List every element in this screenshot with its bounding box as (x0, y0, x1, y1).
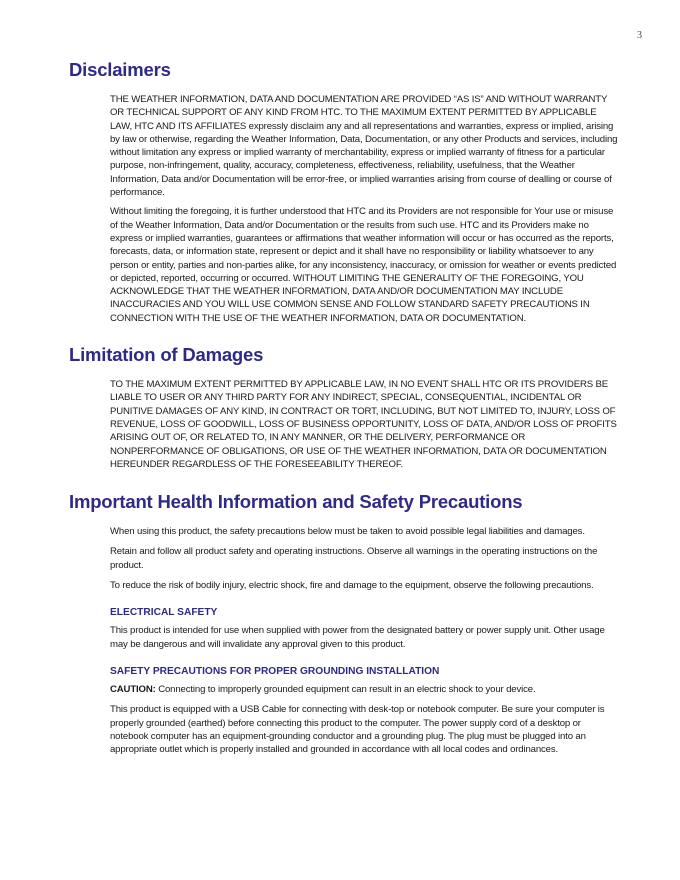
electrical-safety-heading: ELECTRICAL SAFETY (110, 607, 218, 619)
caution-label: CAUTION: (110, 683, 156, 695)
disclaimers-paragraph-1: THE WEATHER INFORMATION, DATA AND DOCUMENTATION ARE PROVIDED “AS IS” AND WITHOUT WARRANTY OR TECHNICAL SUPPORT OF ANY KIND FROM HTC. TO THE MAXIMUM EXTENT PERMITTED BY APPLICABLE LAW, HTC AND ITS AFFILIATES expressly disclaim any and all representations and warranties, express or implied, arising by law or otherwise, regarding the Weather Information, Data, Documentation, or any other Products and services, including without limitation any express or implied warranty of merchantability, express or implied warranty of fitness for a particular purpose, non-infringement, quality, accuracy, completeness, effectiveness, reliability, usefulness, that the Weather Information, Data and/or Documentation will be error-free, or implied warranties arising from course of dealling or course of performance. (110, 94, 618, 199)
grounding-heading: SAFETY PRECAUTIONS FOR PROPER GROUNDING INSTALLATION (110, 665, 440, 677)
disclaimers-paragraph-2: Without limiting the foregoing, it is further understood that HTC and its Providers are not responsible for Your use or misuse of the Weather Information, Data and/or Documentation or the results from such use. HTC and its Providers make no express or implied warranties, guarantees or affirmations that weather information will occur or has occurred as the reports, forecasts, data, or information state, represent or depict and it shall have no responsibility or liability whatsoever to any person or entity, parties and non-parties alike, for any inconsistency, inaccuracy, or omission for weather or events predicted or depicted, reported, occurring or occurred. WITHOUT LIMITING THE GENERALITY OF THE FOREGOING, YOU ACKNOWLEDGE THAT THE WEATHER INFORMATION, DATA AND/OR DOCUMENTATION MAY INCLUDE INACCURACIES AND YOU WILL USE COMMON SENSE AND FOLLOW STANDARD SAFETY PRECAUTIONS IN CONNECTION WITH THE USE OF THE WEATHER INFORMATION, DATA OR DOCUMENTATION. (110, 206, 617, 324)
health-heading: Important Health Information and Safety Precautions (69, 491, 523, 513)
limitation-section (69, 343, 629, 471)
health-paragraph-1: When using this product, the safety precautions below must be taken to avoid possible legal liabilities and damages. (110, 526, 585, 538)
health-paragraph-2: Retain and follow all product safety and operating instructions. Observe all warnings in the operating instructions on the product. (110, 546, 598, 571)
limitation-paragraph: TO THE MAXIMUM EXTENT PERMITTED BY APPLICABLE LAW, IN NO EVENT SHALL HTC OR ITS PROVIDERS BE LIABLE TO USER OR ANY THIRD PARTY FOR ANY INDIRECT, SPECIAL, CONSEQUENTIAL, INCIDENTAL OR PUNITIVE DAMAGES OF ANY KIND, IN CONTRACT OR TORT, INCLUDING, BUT NOT LIMITED TO, INJURY, LOSS OF REVENUE, LOSS OF GOODWILL, LOSS OF BUSINESS OPPORTUNITY, LOSS OF DATA, AND/OR LOSS OF PROFITS ARISING OUT OF, OR RELATED TO, IN ANY MANNER, OR THE DELIVERY, PERFORMANCE OR NONPERFORMANCE OF OBLIGATIONS, OR USE OF THE WEATHER INFORMATION, DATA OR DOCUMENTATION HEREUNDER REGARDLESS OF THE FORESEEABILITY THEREOF. (110, 379, 617, 470)
caution-text: Connecting to improperly grounded equipment can result in an electric shock to your device. (155, 683, 536, 695)
health-section (69, 490, 629, 756)
grounding-paragraph: This product is equipped with a USB Cable for connecting with desk-top or notebook computer. Be sure your computer is properly grounded (earthed) before connecting this product to the computer. The power supply cord of a desktop or notebook computer has an equipment-grounding conductor and a grounding plug. The plug must be plugged into an appropriate outlet which is properly installed and grounded in accordance with all local codes and ordinances. (110, 704, 605, 756)
electrical-safety-paragraph: This product is intended for use when supplied with power from the designated battery or power supply unit. Other usage may be dangerous and will invalidate any approval given to this product. (110, 625, 605, 650)
disclaimers-heading: Disclaimers (69, 59, 171, 80)
caution-paragraph (110, 683, 618, 696)
page-number: 3 (637, 30, 642, 41)
health-paragraph-3: To reduce the risk of bodily injury, electric shock, fire and damage to the equipment, observe the following precautions. (110, 580, 594, 592)
document-content (69, 58, 629, 756)
disclaimers-section (69, 58, 629, 325)
limitation-heading: Limitation of Damages (69, 344, 264, 366)
